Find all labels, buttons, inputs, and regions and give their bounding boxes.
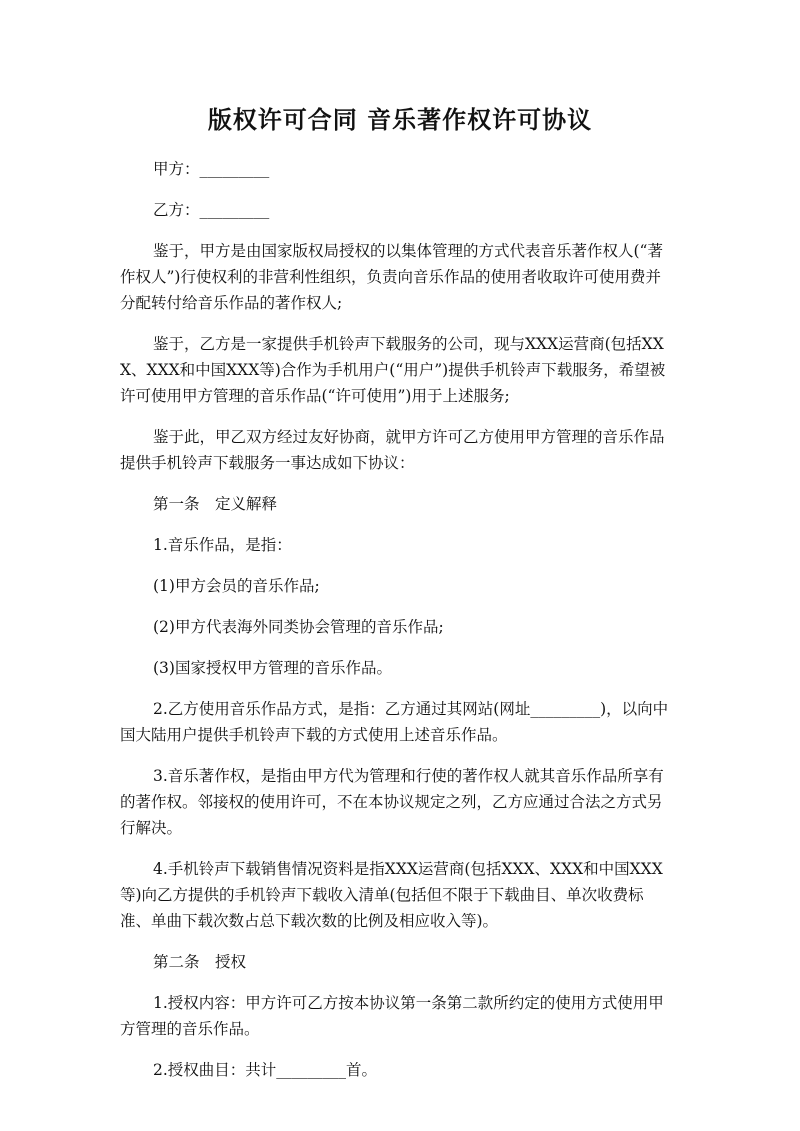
clause-item: (1)甲方会员的音乐作品; xyxy=(153,577,320,595)
recital-paragraph: 鉴于，乙方是一家提供手机铃声下载服务的公司，现与XXX运营商(包括XXX、XXX和中国XXX等)合作为手机用户(“用户”)提供手机铃声下载服务，希望被许可使用甲方管理的音乐作品(“许可使用”)用于上述服务; xyxy=(120,335,666,405)
article-heading: 第二条 授权 xyxy=(153,953,247,971)
party-b-line: 乙方：_________ xyxy=(153,201,270,219)
clause-paragraph: 3.音乐著作权，是指由甲方代为管理和行使的著作权人就其音乐作品所享有的著作权。邻接权的使用许可，不在本协议规定之列，乙方应通过合法之方式另行解决。 xyxy=(120,767,664,837)
recital-paragraph: 鉴于此，甲乙双方经过友好协商，就甲方许可乙方使用甲方管理的音乐作品提供手机铃声下载服务一事达成如下协议： xyxy=(120,428,665,472)
clause-paragraph: 4.手机铃声下载销售情况资料是指XXX运营商(包括XXX、XXX和中国XXX等)向乙方提供的手机铃声下载收入清单(包括但不限于下载曲目、单次收费标准、单曲下载次数占总下载次数的比例及相应收入等)。 xyxy=(120,860,663,930)
clause-paragraph: 2.乙方使用音乐作品方式，是指：乙方通过其网站(网址_________)，以向中国大陆用户提供手机铃声下载的方式使用上述音乐作品。 xyxy=(120,700,669,744)
party-a-line: 甲方：_________ xyxy=(153,160,270,178)
clause-paragraph: 2.授权曲目：共计_________首。 xyxy=(153,1061,378,1079)
document-title: 版权许可合同 音乐著作权许可协议 xyxy=(207,105,593,134)
clause-item: (2)甲方代表海外同类协会管理的音乐作品; xyxy=(153,618,444,636)
recital-paragraph: 鉴于，甲方是由国家版权局授权的以集体管理的方式代表音乐著作权人(“著作权人”)行使权利的非营利性组织，负责向音乐作品的使用者收取许可使用费并分配转付给音乐作品的著作权人; xyxy=(120,242,663,312)
article-heading: 第一条 定义解释 xyxy=(153,495,278,513)
clause-item: (3)国家授权甲方管理的音乐作品。 xyxy=(153,659,392,677)
clause-paragraph: 1.音乐作品，是指： xyxy=(153,536,292,554)
document-body xyxy=(120,156,670,1098)
clause-paragraph: 1.授权内容：甲方许可乙方按本协议第一条第二款所约定的使用方式使用甲方管理的音乐作品。 xyxy=(120,994,664,1038)
